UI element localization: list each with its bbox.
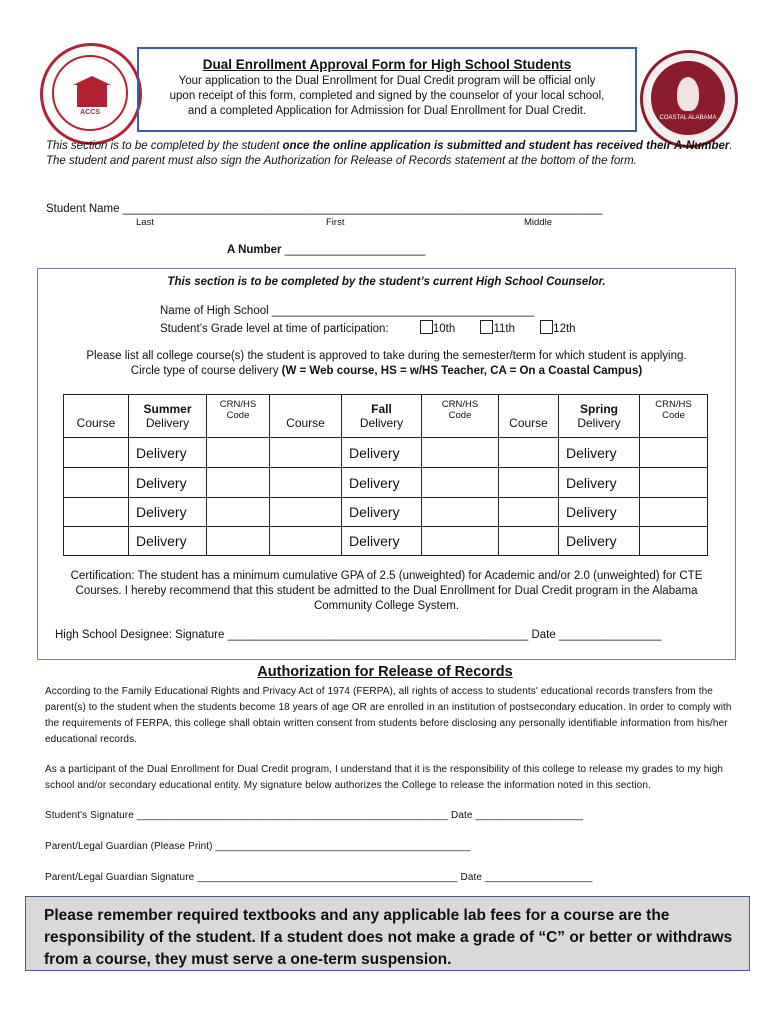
coastal-alabama-logo bbox=[640, 50, 738, 148]
course-cell[interactable] bbox=[64, 527, 129, 556]
table-row bbox=[64, 438, 708, 468]
guardian-signature-field[interactable]: ______________________________________________ bbox=[197, 872, 458, 883]
high-school-field[interactable]: _________________________________________ bbox=[271, 305, 535, 317]
a-number-label: A Number bbox=[227, 244, 282, 256]
desc-line-1: Your application to the Dual Enrollment for Dual Credit program will be official only bbox=[178, 75, 596, 87]
crn-cell[interactable] bbox=[422, 468, 499, 498]
course-cell[interactable] bbox=[64, 468, 129, 498]
fall-delivery-header: Fall Delivery bbox=[342, 395, 422, 438]
middle-label: Middle bbox=[524, 217, 552, 228]
course-cell[interactable] bbox=[64, 438, 129, 468]
notice-box bbox=[25, 896, 750, 971]
intro-text-1: This section is to be completed by the student bbox=[46, 140, 283, 152]
student-signature-label: Student's Signature bbox=[45, 810, 134, 821]
desc-line-2: upon receipt of this form, completed and signed by the counselor of your local school, bbox=[169, 90, 605, 102]
course-cell[interactable] bbox=[499, 438, 559, 468]
high-school-label: Name of High School bbox=[160, 305, 269, 317]
certification-text: Certification: The student has a minimum cumulative GPA of 2.5 (unweighted) for Academic and/or 2.0 (unweighted) for CTE Courses. I hereby recommend that this student be admitted to the Dual Enrollment for Dual Credit program in the Alabama Community College System. bbox=[70, 570, 703, 612]
term-summer: Summer bbox=[143, 402, 192, 416]
last-label: Last bbox=[136, 217, 154, 228]
student-date-field[interactable]: ___________________ bbox=[475, 810, 584, 821]
delivery-cell[interactable]: Delivery bbox=[342, 498, 422, 527]
crn-cell[interactable] bbox=[422, 527, 499, 556]
table-header-row bbox=[64, 395, 708, 438]
spring-delivery-header: Spring Delivery bbox=[559, 395, 640, 438]
guardian-print-label: Parent/Legal Guardian (Please Print) bbox=[45, 841, 213, 852]
course-cell[interactable] bbox=[499, 468, 559, 498]
form-title: Dual Enrollment Approval Form for High School Students bbox=[202, 57, 572, 72]
table-row bbox=[64, 468, 708, 498]
high-school-row bbox=[160, 305, 534, 317]
student-name-field[interactable]: ___________________________________________________________________________ bbox=[122, 203, 603, 215]
student-signature-row bbox=[45, 808, 735, 824]
crn-cell[interactable] bbox=[640, 438, 708, 468]
grade-10-label: 10th bbox=[432, 323, 456, 335]
student-instructions bbox=[46, 139, 736, 169]
intro-text-2: . The student and parent must also sign the Authorization for Release of Records statement at the bottom of the form. bbox=[46, 140, 733, 167]
delivery-cell[interactable]: Delivery bbox=[129, 527, 207, 556]
summer-course-header: Course bbox=[64, 395, 129, 438]
guardian-date-label: Date bbox=[460, 872, 483, 883]
spring-crn-header: CRN/HS Code bbox=[640, 395, 708, 438]
crn-cell[interactable] bbox=[207, 527, 270, 556]
crn-cell[interactable] bbox=[640, 527, 708, 556]
course-cell[interactable] bbox=[499, 527, 559, 556]
grade-level-row bbox=[160, 320, 576, 335]
course-cell[interactable] bbox=[270, 527, 342, 556]
course-cell[interactable] bbox=[64, 498, 129, 527]
course-cell[interactable] bbox=[270, 468, 342, 498]
crn-cell[interactable] bbox=[207, 438, 270, 468]
grade-11-checkbox[interactable] bbox=[480, 320, 493, 334]
term-fall: Fall bbox=[371, 402, 392, 416]
notice-text: Please remember required textbooks and any applicable lab fees for a course are the responsibility of the student. If a student does not make a grade of “C” or better or withdraws from a course, they must serve a one-term suspension. bbox=[44, 907, 733, 968]
delivery-cell[interactable]: Delivery bbox=[559, 468, 640, 498]
table-row bbox=[64, 527, 708, 556]
grade-level-label: Student’s Grade level at time of participation: bbox=[160, 323, 389, 335]
designee-signature-field[interactable]: _______________________________________________ bbox=[227, 629, 529, 641]
crn-cell[interactable] bbox=[207, 498, 270, 527]
crn-cell[interactable] bbox=[422, 498, 499, 527]
ferpa-paragraph: According to the Family Educational Rights and Privacy Act of 1974 (FERPA), all rights of access to students' educational records transfers from the parent(s) to the student when the students become 18 years of age OR are enrolled in an institution of postsecondary education. In order to comply with the requirements of FERPA, this college shall obtain written consent from students before disclosing any personally identifiable information from his/her educational records. bbox=[45, 686, 732, 745]
course-cell[interactable] bbox=[499, 498, 559, 527]
designee-signature-row bbox=[55, 629, 661, 641]
student-signature-field[interactable]: _______________________________________________________ bbox=[136, 810, 449, 821]
title-box bbox=[137, 47, 637, 132]
delivery-cell[interactable]: Delivery bbox=[342, 527, 422, 556]
crn-cell[interactable] bbox=[640, 468, 708, 498]
delivery-cell[interactable]: Delivery bbox=[342, 438, 422, 468]
delivery-prefix: Circle type of course delivery bbox=[130, 365, 282, 377]
logo-left-text: ACCS bbox=[80, 109, 100, 116]
guardian-signature-row bbox=[45, 870, 735, 886]
course-instructions-line-1: Please list all college course(s) the student is approved to take during the semester/term for which student is applying. bbox=[86, 350, 687, 362]
desc-line-3: and a completed Application for Admission for Dual Enrollment for Dual Credit. bbox=[187, 105, 587, 117]
delivery-cell[interactable]: Delivery bbox=[559, 438, 640, 468]
course-cell[interactable] bbox=[270, 498, 342, 527]
crn-cell[interactable] bbox=[640, 498, 708, 527]
term-spring: Spring bbox=[580, 402, 618, 416]
student-date-label: Date bbox=[451, 810, 473, 821]
crn-cell[interactable] bbox=[422, 438, 499, 468]
course-instructions bbox=[38, 349, 735, 379]
grade-11-label: 11th bbox=[493, 323, 515, 335]
delivery-legend: (W = Web course, HS = w/HS Teacher, CA = On a Coastal Campus) bbox=[281, 365, 643, 377]
a-number-field[interactable]: ______________________ bbox=[284, 244, 426, 256]
crn-cell[interactable] bbox=[207, 468, 270, 498]
course-cell[interactable] bbox=[270, 438, 342, 468]
delivery-cell[interactable]: Delivery bbox=[129, 498, 207, 527]
table-row bbox=[64, 498, 708, 527]
delivery-cell[interactable]: Delivery bbox=[559, 498, 640, 527]
student-name-row bbox=[46, 203, 602, 215]
grade-12-label: 12th bbox=[553, 323, 576, 335]
first-label: First bbox=[326, 217, 345, 228]
spring-course-header: Course bbox=[499, 395, 559, 438]
delivery-cell[interactable]: Delivery bbox=[129, 468, 207, 498]
guardian-print-field[interactable]: _____________________________________________ bbox=[215, 841, 471, 852]
guardian-signature-label: Parent/Legal Guardian Signature bbox=[45, 872, 195, 883]
fall-crn-header: CRN/HS Code bbox=[422, 395, 499, 438]
counselor-section bbox=[37, 268, 736, 660]
delivery-cell[interactable]: Delivery bbox=[559, 527, 640, 556]
designee-date-label: Date bbox=[531, 629, 556, 641]
intro-bold: once the online application is submitted and student has received their A-Number bbox=[282, 140, 730, 152]
logo-right-text: COASTAL ALABAMA bbox=[659, 115, 717, 121]
guardian-print-row bbox=[45, 839, 735, 855]
a-number-row bbox=[227, 244, 425, 256]
fall-course-header: Course bbox=[270, 395, 342, 438]
authorization-title: Authorization for Release of Records bbox=[257, 664, 513, 680]
designee-date-field[interactable]: ________________ bbox=[558, 629, 662, 641]
grade-10-checkbox[interactable] bbox=[420, 320, 433, 334]
student-name-label: Student Name bbox=[46, 203, 120, 215]
release-paragraph: As a participant of the Dual Enrollment for Dual Credit program, I understand that it is the responsibility of this college to release my grades to my high school and/or secondary educational entity. My signature below authorizes the College to release the information noted in this section. bbox=[45, 764, 724, 791]
designee-label: High School Designee: Signature bbox=[55, 629, 225, 641]
counselor-section-title: This section is to be completed by the student’s current High School Counselor. bbox=[167, 276, 606, 288]
course-table bbox=[63, 394, 708, 556]
summer-crn-header: CRN/HS Code bbox=[207, 395, 270, 438]
grade-12-checkbox[interactable] bbox=[540, 320, 553, 334]
delivery-cell[interactable]: Delivery bbox=[129, 438, 207, 468]
summer-delivery-header: Summer Delivery bbox=[129, 395, 207, 438]
title-description bbox=[139, 74, 635, 119]
course-instructions-line-2 bbox=[38, 364, 735, 379]
delivery-cell[interactable]: Delivery bbox=[342, 468, 422, 498]
guardian-date-field[interactable]: ___________________ bbox=[484, 872, 593, 883]
accs-logo bbox=[40, 43, 142, 145]
